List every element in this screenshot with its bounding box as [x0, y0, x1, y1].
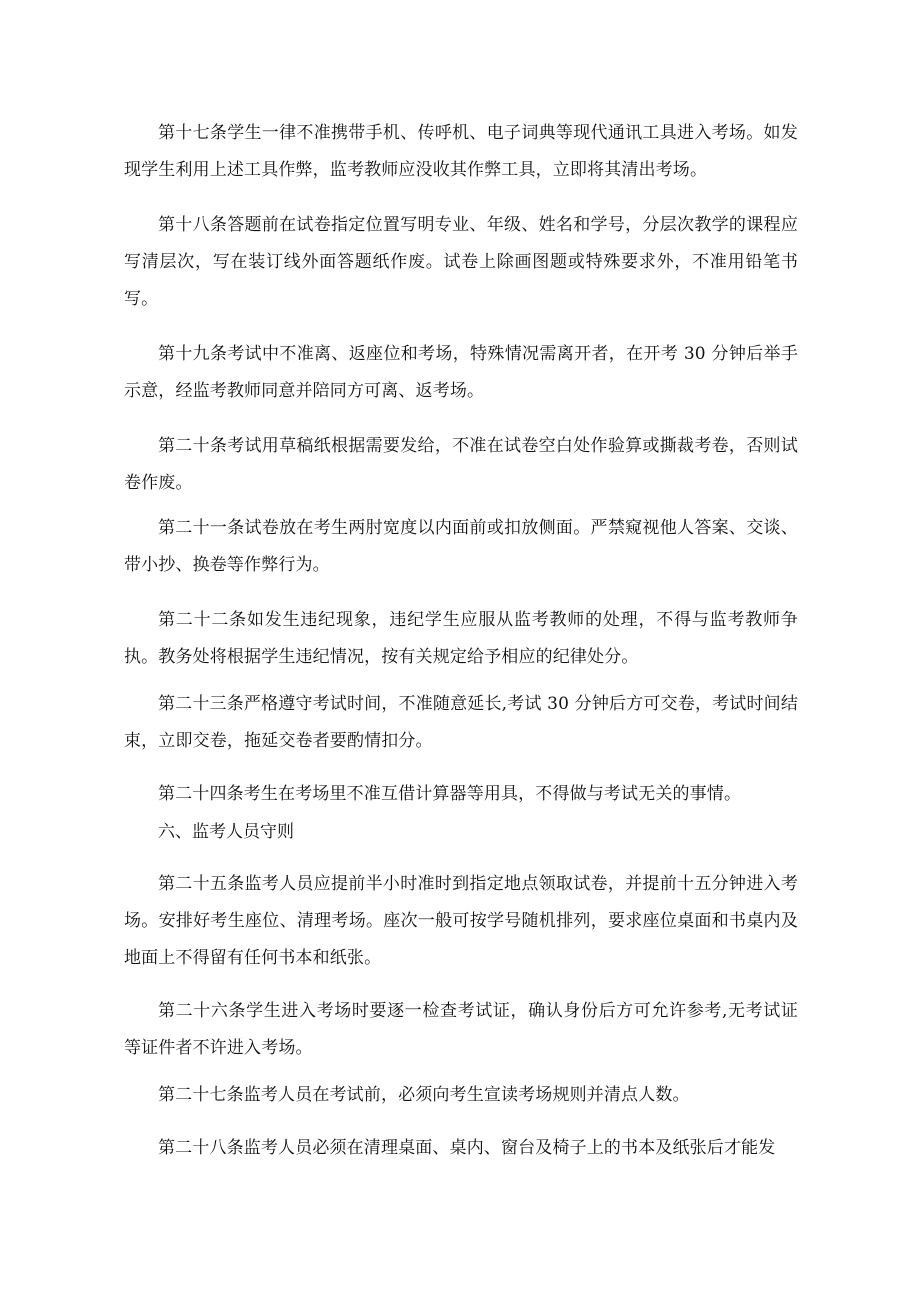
article-23: 第二十三条严格遵守考试时间，不准随意延长,考试 30 分钟后方可交卷，考试时间结束，立即交卷，拖延交卷者要酌情扣分。 — [124, 694, 798, 751]
section-heading: 六、监考人员守则 — [158, 822, 294, 842]
article-26: 第二十六条学生进入考场时要逐一检查考试证，确认身份后方可允许参考,无考试证等证件者不许进入考场。 — [124, 1001, 798, 1058]
article-18: 第十八条答题前在试卷指定位置写明专业、年级、姓名和学号，分层次教学的课程应写清层次，写在装订线外面答题纸作废。试卷上除画图题或特殊要求外，不准用铅笔书写。 — [124, 215, 798, 309]
article-22: 第二十二条如发生违纪现象，违纪学生应服从监考教师的处理，不得与监考教师争执。教务处将根据学生违纪情况，按有关规定给予相应的纪律处分。 — [124, 610, 798, 667]
article-20: 第二十条考试用草稿纸根据需要发给，不准在试卷空白处作验算或撕裁考卷，否则试卷作废。 — [124, 436, 798, 493]
article-27: 第二十七条监考人员在考试前，必须向考生宣读考场规则并清点人数。 — [158, 1085, 690, 1105]
article-19: 第十九条考试中不准离、返座位和考场，特殊情况需离开者，在开考 30 分钟后举手示意，经监考教师同意并陪同方可离、返考场。 — [124, 344, 798, 401]
article-17: 第十七条学生一律不准携带手机、传呼机、电子词典等现代通讯工具进入考场。如发现学生利用上述工具作弊，监考教师应没收其作弊工具，立即将其清出考场。 — [124, 123, 798, 180]
article-21: 第二十一条试卷放在考生两肘宽度以内面前或扣放侧面。严禁窥视他人答案、交谈、带小抄、换卷等作弊行为。 — [124, 518, 798, 575]
article-28: 第二十八条监考人员必须在清理桌面、桌内、窗台及椅子上的书本及纸张后才能发 — [158, 1138, 776, 1158]
article-25: 第二十五条监考人员应提前半小时准时到指定地点领取试卷，并提前十五分钟进入考场。安排好考生座位、清理考场。座次一般可按学号随机排列，要求座位桌面和书桌内及地面上不得留有任何书本和纸张。 — [124, 874, 798, 968]
article-24: 第二十四条考生在考场里不准互借计算器等用具，不得做与考试无关的事情。 — [158, 784, 742, 804]
